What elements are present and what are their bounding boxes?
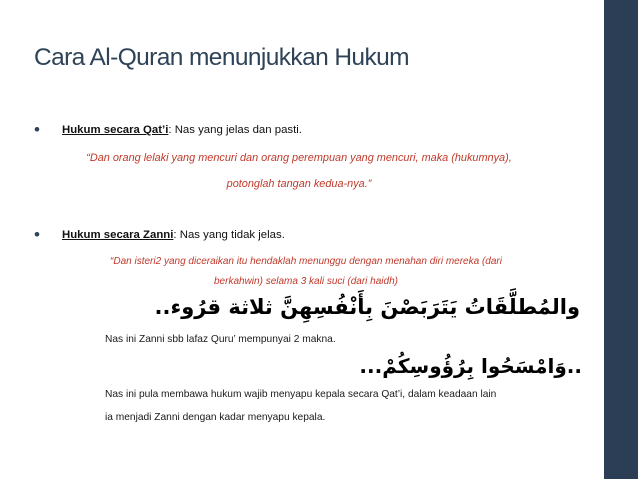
slide-title: Cara Al-Quran menunjukkan Hukum	[34, 44, 409, 71]
quote-zanni-line2: berkahwin) selama 3 kali suci (dari haidh)	[214, 276, 398, 287]
bullet-zanni-text	[62, 229, 285, 241]
quote-zanni-line1: “Dan isteri2 yang diceraikan itu hendaklah menunggu dengan menahan diri mereka (dari	[110, 256, 502, 267]
bullet-qati-term: Hukum secara Qat’i	[62, 124, 169, 136]
bullet-zanni-desc: : Nas yang tidak jelas.	[173, 229, 285, 241]
quote-qati-line1: “Dan orang lelaki yang mencuri dan orang perempuan yang mencuri, maka (hukumnya),	[86, 152, 512, 164]
bullet-dot-icon: •	[34, 120, 40, 139]
arabic-verse-wamsahu: ..وَامْسَحُوا بِرُؤُوسِكُمْ...	[359, 354, 582, 378]
arabic-verse-quru: والمُطلَّقَاتُ يَتَرَبَصْنَ بِأَنْفُسِهِنَّ ثلاثة قرُوء..	[154, 295, 580, 319]
note-wamsahu-line1: Nas ini pula membawa hukum wajib menyapu kepala secara Qat’i, dalam keadaan lain	[105, 389, 497, 400]
note-quru: Nas ini Zanni sbb lafaz Quru’ mempunyai 2 makna.	[105, 334, 336, 345]
bullet-zanni-term: Hukum secara Zanni	[62, 229, 174, 241]
bullet-qati-desc: : Nas yang jelas dan pasti.	[168, 124, 302, 136]
slide-sidebar-decoration	[604, 0, 638, 479]
bullet-qati-text	[62, 124, 302, 136]
quote-qati-line2: potonglah tangan kedua-nya.”	[226, 178, 372, 190]
note-wamsahu-line2: ia menjadi Zanni dengan kadar menyapu kepala.	[105, 412, 326, 423]
bullet-dot-icon: •	[34, 225, 40, 244]
